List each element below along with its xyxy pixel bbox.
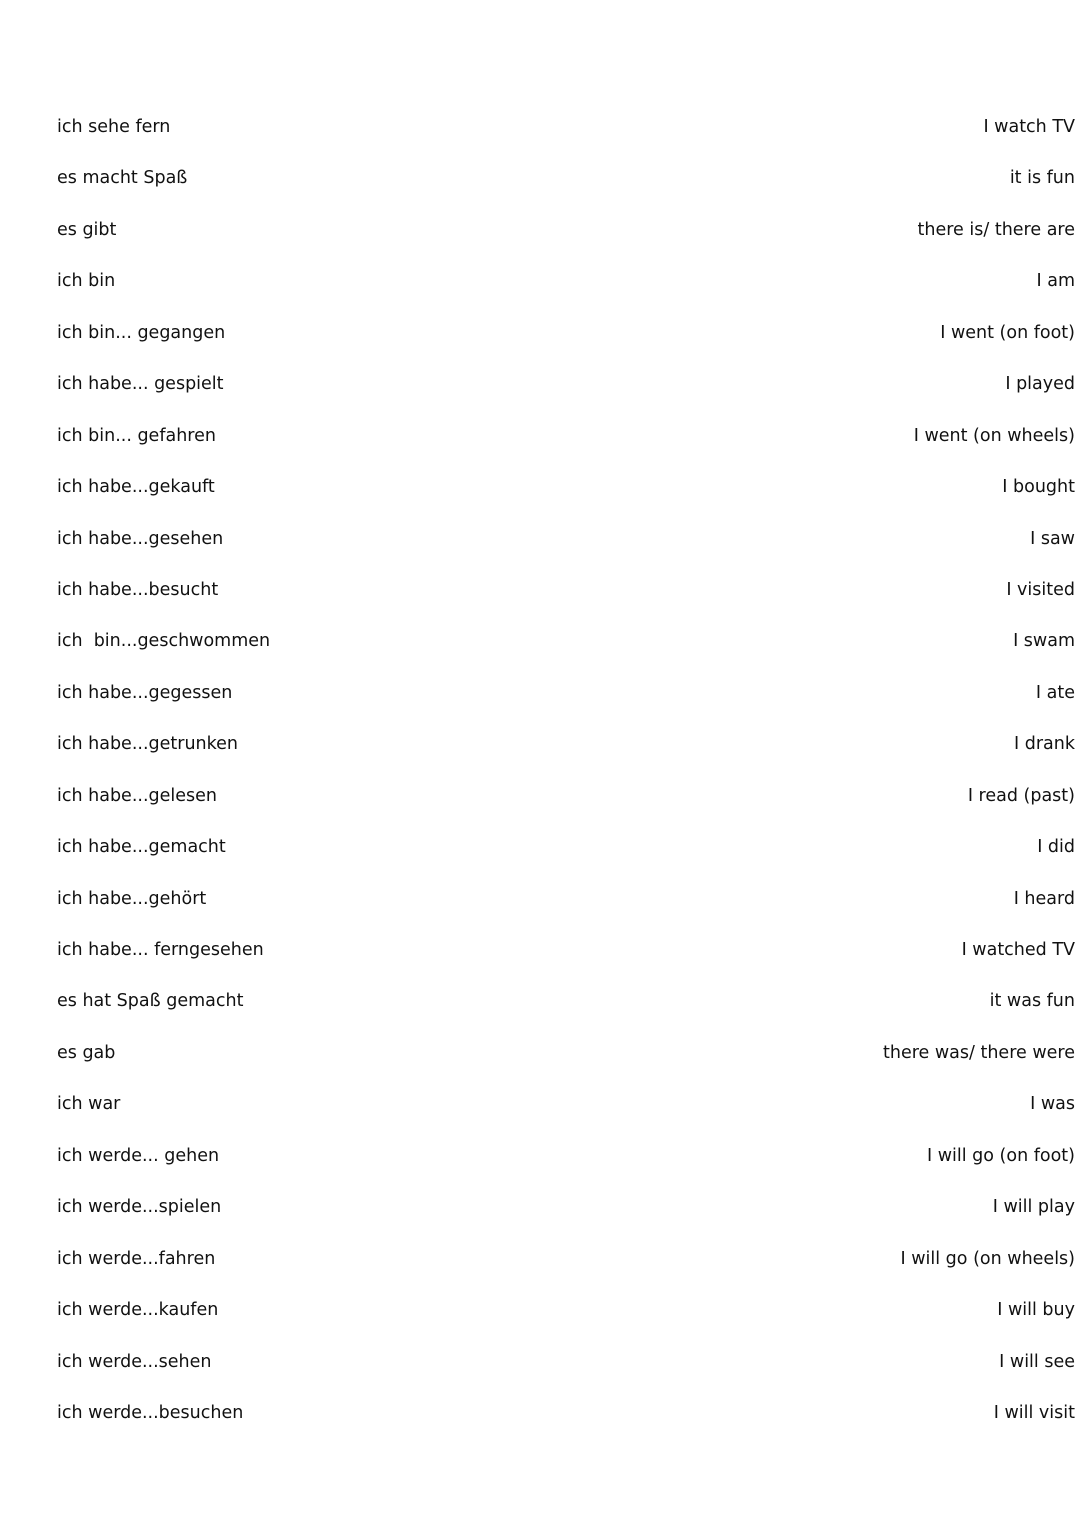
german-phrase: ich werde...spielen [57, 1197, 222, 1218]
german-phrase: ich habe...getrunken [57, 734, 238, 755]
german-phrase: ich sehe fern [57, 117, 171, 137]
vocab-row [57, 1091, 1075, 1142]
english-translation: I saw [1030, 528, 1075, 549]
vocab-row [57, 937, 1075, 988]
german-phrase: es hat Spaß gemacht [57, 991, 244, 1012]
german-phrase: ich war [57, 1094, 121, 1115]
english-translation: I watched TV [961, 940, 1075, 960]
german-phrase: ich werde... gehen [57, 1145, 220, 1166]
english-translation: it was fun [989, 991, 1075, 1012]
english-translation: I watch TV [983, 117, 1075, 137]
english-translation: it is fun [1009, 168, 1075, 189]
english-translation: I will go (on wheels) [900, 1248, 1075, 1269]
vocab-row [57, 217, 1075, 268]
german-phrase: ich habe...gekauft [57, 477, 215, 498]
german-phrase: es macht Spaß [57, 168, 188, 189]
english-translation: I drank [1014, 734, 1075, 755]
vocab-row [57, 1040, 1075, 1091]
english-translation: I will see [999, 1351, 1075, 1372]
english-translation: I was [1030, 1094, 1075, 1115]
german-phrase: ich habe...besucht [57, 579, 219, 600]
vocab-row [57, 1143, 1075, 1194]
english-translation: I heard [1013, 888, 1075, 909]
vocab-row [57, 783, 1075, 834]
vocab-row [57, 1349, 1075, 1400]
english-translation: there is/ there are [917, 219, 1075, 240]
vocab-row [57, 423, 1075, 474]
vocab-row [57, 165, 1075, 216]
german-phrase: ich habe...gemacht [57, 837, 226, 858]
vocab-row [57, 1194, 1075, 1245]
german-phrase: ich habe... ferngesehen [57, 940, 264, 960]
vocab-row [57, 731, 1075, 782]
vocab-row [57, 268, 1075, 319]
vocab-row [57, 1246, 1075, 1297]
german-phrase: ich bin... gegangen [57, 322, 226, 343]
english-translation: I played [1005, 374, 1075, 395]
vocab-row [57, 988, 1075, 1039]
vocab-row [57, 628, 1075, 679]
english-translation: I swam [1013, 631, 1075, 652]
german-phrase: ich werde...fahren [57, 1248, 216, 1269]
vocab-row [57, 886, 1075, 937]
vocab-row [57, 526, 1075, 577]
german-phrase: ich habe...gelesen [57, 785, 217, 806]
german-phrase: ich habe...gesehen [57, 528, 224, 549]
vocab-row [57, 1297, 1075, 1348]
english-translation: I visited [1006, 579, 1075, 600]
german-phrase: es gab [57, 1042, 116, 1063]
german-phrase: ich werde...sehen [57, 1351, 212, 1372]
german-phrase: ich habe... gespielt [57, 374, 224, 395]
vocab-row [57, 834, 1075, 885]
vocab-row [57, 371, 1075, 422]
vocab-row [57, 577, 1075, 628]
german-phrase: ich bin... gefahren [57, 425, 216, 446]
vocabulary-list [57, 114, 1075, 1451]
vocab-row [57, 1400, 1075, 1451]
vocab-row [57, 114, 1075, 165]
english-translation: I will visit [993, 1402, 1075, 1423]
english-translation: I went (on foot) [940, 322, 1075, 343]
german-phrase: ich habe...gegessen [57, 682, 233, 703]
vocab-row [57, 474, 1075, 525]
german-phrase: ich habe...gehört [57, 888, 207, 909]
english-translation: I will play [992, 1197, 1075, 1218]
vocab-row [57, 320, 1075, 371]
english-translation: I went (on wheels) [913, 425, 1075, 446]
english-translation: I am [1036, 271, 1075, 292]
vocab-row [57, 680, 1075, 731]
german-phrase: ich werde...kaufen [57, 1300, 219, 1321]
english-translation: I read (past) [967, 785, 1075, 806]
german-phrase: es gibt [57, 219, 117, 240]
english-translation: I bought [1002, 477, 1075, 498]
english-translation: I did [1037, 837, 1075, 858]
german-phrase: ich bin...geschwommen [57, 631, 271, 652]
english-translation: I ate [1035, 682, 1075, 703]
english-translation: there was/ there were [883, 1042, 1075, 1063]
german-phrase: ich werde...besuchen [57, 1402, 244, 1423]
english-translation: I will go (on foot) [926, 1145, 1075, 1166]
german-phrase: ich bin [57, 271, 116, 292]
english-translation: I will buy [997, 1300, 1075, 1321]
